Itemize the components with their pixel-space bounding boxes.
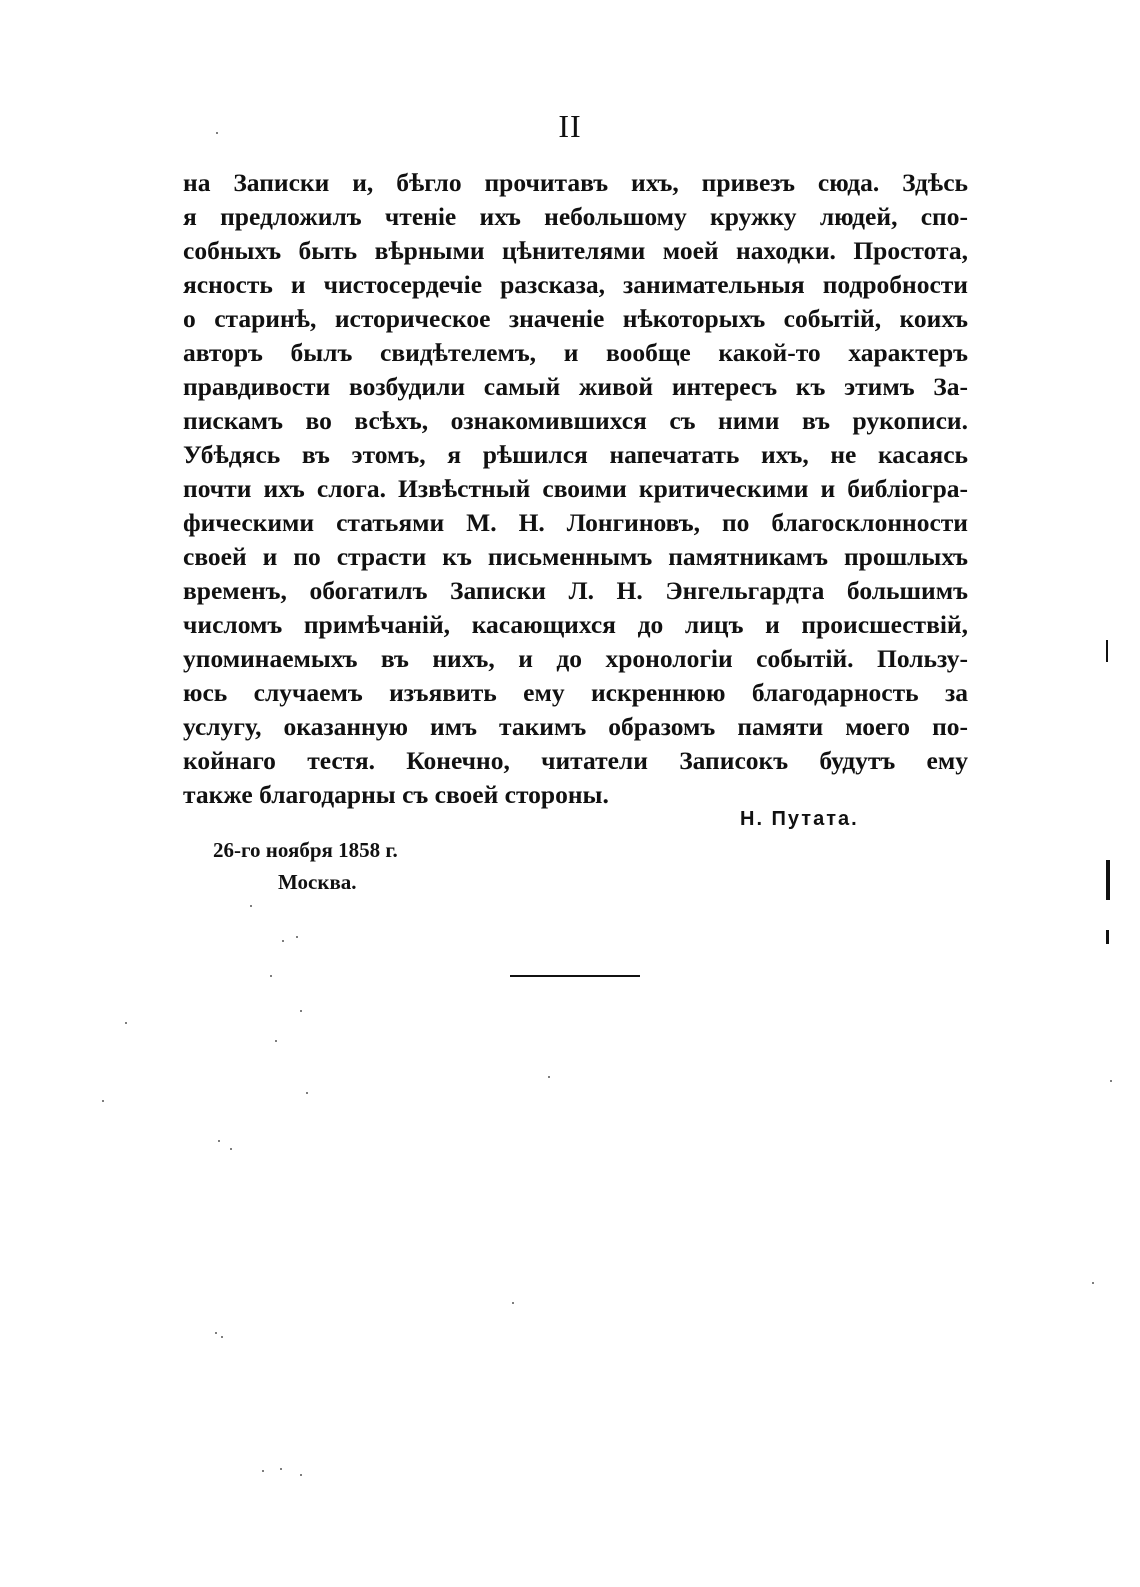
text-line: правдивости возбудили самый живой интересъ къ этимъ За- bbox=[183, 372, 968, 401]
place-line: Москва. bbox=[278, 870, 357, 894]
text-line: на Записки и, бѣгло прочитавъ ихъ, привезъ сюда. Здѣсь bbox=[183, 168, 968, 197]
scan-speck bbox=[282, 940, 284, 942]
text-line: я предложилъ чтенiе ихъ небольшому кружку людей, спо- bbox=[183, 202, 968, 231]
scan-speck bbox=[300, 1010, 302, 1012]
scan-speck bbox=[125, 1022, 127, 1024]
text-line: временъ, обогатилъ Записки Л. Н. Энгельгардта большимъ bbox=[183, 576, 968, 605]
scan-speck bbox=[215, 1332, 217, 1334]
text-line: койнаго тестя. Конечно, читатели Записокъ будутъ ему bbox=[183, 746, 968, 775]
text-line: пискамъ во всѣхъ, ознакомившихся съ ними въ рукописи. bbox=[183, 406, 968, 435]
text-line: числомъ примѣчанiй, касающихся до лицъ и происшествiй, bbox=[183, 610, 968, 639]
text-line: о старинѣ, историческое значенiе нѣкоторыхъ событiй, коихъ bbox=[183, 304, 968, 333]
scan-speck bbox=[221, 1336, 223, 1338]
scan-speck bbox=[270, 975, 272, 977]
text-line: юсь случаемъ изъявить ему искреннюю благодарность за bbox=[183, 678, 968, 707]
scan-speck bbox=[280, 1468, 282, 1470]
text-line: фическими статьями М. Н. Лонгиновъ, по благосклонности bbox=[183, 508, 968, 537]
section-divider bbox=[510, 975, 640, 977]
text-line: Убѣдясь въ этомъ, я рѣшился напечатать ихъ, не касаясь bbox=[183, 440, 968, 469]
text-line: упоминаемыхъ въ нихъ, и до хронологiи событiй. Пользу- bbox=[183, 644, 968, 673]
scan-speck bbox=[262, 1470, 264, 1472]
text-line: также благодарны съ своей стороны. bbox=[183, 780, 609, 809]
scan-speck bbox=[216, 132, 218, 134]
scan-speck bbox=[250, 905, 252, 907]
signature: Н. Путата. bbox=[740, 808, 859, 830]
scan-speck bbox=[275, 1040, 277, 1042]
scan-speck bbox=[218, 1140, 220, 1142]
scan-speck bbox=[1092, 1282, 1094, 1284]
scan-edge-mark bbox=[1106, 640, 1108, 662]
text-line: своей и по страсти къ письменнымъ памятникамъ прошлыхъ bbox=[183, 542, 968, 571]
text-line: ясность и чистосердечiе разсказа, занимательныя подробности bbox=[183, 270, 968, 299]
scan-speck bbox=[300, 1474, 302, 1476]
scan-speck bbox=[548, 1076, 550, 1078]
scan-speck bbox=[306, 1092, 308, 1094]
text-line: собныхъ быть вѣрными цѣнителями моей находки. Простота, bbox=[183, 236, 968, 265]
text-line: авторъ былъ свидѣтелемъ, и вообще какой-то характеръ bbox=[183, 338, 968, 367]
scan-speck bbox=[102, 1100, 104, 1102]
body-text bbox=[183, 166, 968, 812]
scan-speck bbox=[1110, 1080, 1112, 1082]
scan-edge-mark bbox=[1106, 860, 1110, 900]
text-line: почти ихъ слога. Извѣстный своими критическими и библiогра- bbox=[183, 474, 968, 503]
date-line: 26-го ноября 1858 г. bbox=[213, 838, 398, 862]
page-number: II bbox=[558, 108, 582, 144]
scan-speck bbox=[230, 1148, 232, 1150]
scan-speck bbox=[296, 936, 298, 938]
scan-speck bbox=[512, 1302, 514, 1304]
text-line: услугу, оказанную имъ такимъ образомъ памяти моего по- bbox=[183, 712, 968, 741]
scan-edge-mark bbox=[1106, 930, 1109, 944]
